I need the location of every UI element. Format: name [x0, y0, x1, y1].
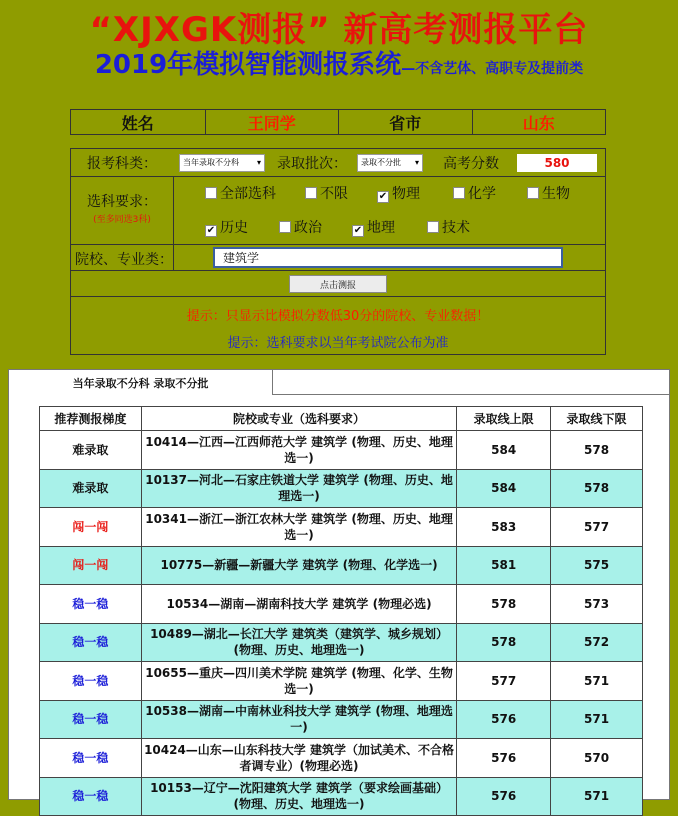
level-cell: 难录取 [40, 431, 142, 470]
batch-label: 录取批次： [277, 155, 347, 172]
level-cell: 闯一闯 [40, 508, 142, 547]
divider [173, 245, 174, 270]
school-cell: 10538—湖南—中南林业科技大学 建筑学 (物理、地理选一) [141, 700, 456, 739]
tab-divider [273, 394, 669, 395]
table-row [40, 739, 643, 778]
lower-cell: 578 [551, 431, 643, 470]
upper-cell: 576 [457, 777, 551, 816]
lower-cell: 578 [551, 469, 643, 508]
subject-label: 报考科类： [87, 155, 157, 172]
checkbox-technology[interactable]: 技术 [427, 217, 470, 237]
query-form [70, 148, 606, 355]
tab-results[interactable]: 当年录取不分科 录取不分批 [9, 370, 273, 395]
school-input[interactable]: 建筑学 [213, 247, 563, 268]
requirement-note: (至多同选3科) [93, 215, 151, 225]
checkbox-icon [527, 187, 539, 199]
name-label: 姓名 [71, 110, 206, 134]
upper-cell: 578 [457, 623, 551, 662]
school-cell: 10153—辽宁—沈阳建筑大学 建筑学（要求绘画基础）(物理、历史、地理选一) [141, 777, 456, 816]
column-header: 录取线上限 [457, 407, 551, 431]
table-row [40, 508, 643, 547]
checkmark-icon: ✔ [378, 191, 388, 202]
checkbox-biology[interactable]: 生物 [527, 183, 570, 203]
school-cell: 10414—江西—江西师范大学 建筑学 (物理、历史、地理选一) [141, 431, 456, 470]
upper-cell: 584 [457, 469, 551, 508]
table-row [40, 662, 643, 701]
checkbox-history[interactable]: ✔ 历史 [206, 220, 248, 236]
table-row [40, 623, 643, 662]
upper-cell: 584 [457, 431, 551, 470]
subject-select[interactable]: 当年录取不分科 ▾ [179, 154, 265, 172]
upper-cell: 578 [457, 585, 551, 624]
requirement-label: 选科要求： [87, 194, 157, 210]
checkbox-icon [279, 221, 291, 233]
chevron-down-icon: ▾ [256, 158, 261, 167]
table-row [40, 546, 643, 585]
checkbox-icon [453, 187, 465, 199]
hint-requirement: 提示：选科要求以当年考试院公布为准 [227, 336, 449, 351]
table-row [40, 585, 643, 624]
divider [173, 177, 174, 244]
subtitle-note: —不含艺体、高职专及提前类 [401, 61, 584, 77]
school-cell: 10424—山东—山东科技大学 建筑学（加试美术、不合格者调专业）(物理必选) [141, 739, 456, 778]
checkbox-unlimited[interactable]: 不限 [305, 183, 348, 203]
table-row [40, 700, 643, 739]
upper-cell: 581 [457, 546, 551, 585]
upper-cell: 576 [457, 700, 551, 739]
province-label: 省市 [339, 110, 473, 134]
column-header: 推荐测报梯度 [40, 407, 142, 431]
level-cell: 闯一闯 [40, 546, 142, 585]
checkbox-icon [205, 187, 217, 199]
upper-cell: 576 [457, 739, 551, 778]
lower-cell: 572 [551, 623, 643, 662]
results-panel [8, 369, 670, 812]
school-cell: 10137—河北—石家庄铁道大学 建筑学 (物理、历史、地理选一) [141, 469, 456, 508]
lower-cell: 573 [551, 585, 643, 624]
lower-cell: 570 [551, 739, 643, 778]
school-label: 院校、专业类： [75, 252, 173, 268]
level-cell: 稳一稳 [40, 739, 142, 778]
page-subtitle [0, 44, 678, 81]
checkmark-icon: ✔ [206, 225, 216, 236]
form-row-school [71, 245, 605, 271]
level-cell: 稳一稳 [40, 623, 142, 662]
level-cell: 稳一稳 [40, 585, 142, 624]
table-row [40, 469, 643, 508]
score-input[interactable]: 580 [517, 154, 597, 172]
school-cell: 10534—湖南—湖南科技大学 建筑学 (物理必选) [141, 585, 456, 624]
submit-button[interactable]: 点击测报 [289, 275, 387, 293]
lower-cell: 577 [551, 508, 643, 547]
school-cell: 10489—湖北—长江大学 建筑类（建筑学、城乡规划）(物理、历史、地理选一) [141, 623, 456, 662]
column-header: 录取线下限 [551, 407, 643, 431]
student-info-bar [70, 109, 606, 135]
level-cell: 难录取 [40, 469, 142, 508]
checkmark-icon: ✔ [353, 225, 363, 236]
lower-cell: 571 [551, 700, 643, 739]
level-cell: 稳一稳 [40, 662, 142, 701]
checkbox-all[interactable]: 全部选科 [205, 183, 276, 203]
level-cell: 稳一稳 [40, 700, 142, 739]
form-row-hints [71, 297, 605, 355]
form-row-submit [71, 271, 605, 297]
table-row [40, 777, 643, 816]
province-value: 山东 [522, 113, 555, 133]
batch-select[interactable]: 录取不分批 ▾ [357, 154, 423, 172]
name-value: 王同学 [206, 110, 340, 134]
upper-cell: 583 [457, 508, 551, 547]
checkbox-icon [427, 221, 439, 233]
hint-score: 提示：只显示比模拟分数低30分的院校、专业数据！ [186, 309, 490, 324]
column-header: 院校或专业（选科要求） [141, 407, 456, 431]
table-header [40, 407, 643, 431]
level-cell: 稳一稳 [40, 777, 142, 816]
upper-cell: 577 [457, 662, 551, 701]
table-row [40, 431, 643, 470]
page-title: “XJXGK测报” 新高考测报平台 [89, 10, 589, 50]
checkbox-physics[interactable]: ✔ 物理 [378, 186, 420, 202]
school-cell: 10341—浙江—浙江农林大学 建筑学 (物理、历史、地理选一) [141, 508, 456, 547]
lower-cell: 571 [551, 662, 643, 701]
school-cell: 10655—重庆—四川美术学院 建筑学 (物理、化学、生物选一) [141, 662, 456, 701]
school-cell: 10775—新疆—新疆大学 建筑学 (物理、化学选一) [141, 546, 456, 585]
chevron-down-icon: ▾ [414, 158, 419, 167]
score-label: 高考分数 [443, 155, 499, 172]
results-table [39, 406, 643, 816]
checkbox-politics[interactable]: 政治 [279, 217, 322, 237]
subtitle-main: 2019年模拟智能测报系统 [94, 50, 402, 80]
checkbox-icon [305, 187, 317, 199]
form-row-requirements [71, 177, 605, 245]
form-row-basic [71, 149, 605, 177]
checkbox-geography[interactable]: ✔ 地理 [353, 220, 395, 236]
checkbox-chemistry[interactable]: 化学 [453, 183, 496, 203]
lower-cell: 575 [551, 546, 643, 585]
lower-cell: 571 [551, 777, 643, 816]
